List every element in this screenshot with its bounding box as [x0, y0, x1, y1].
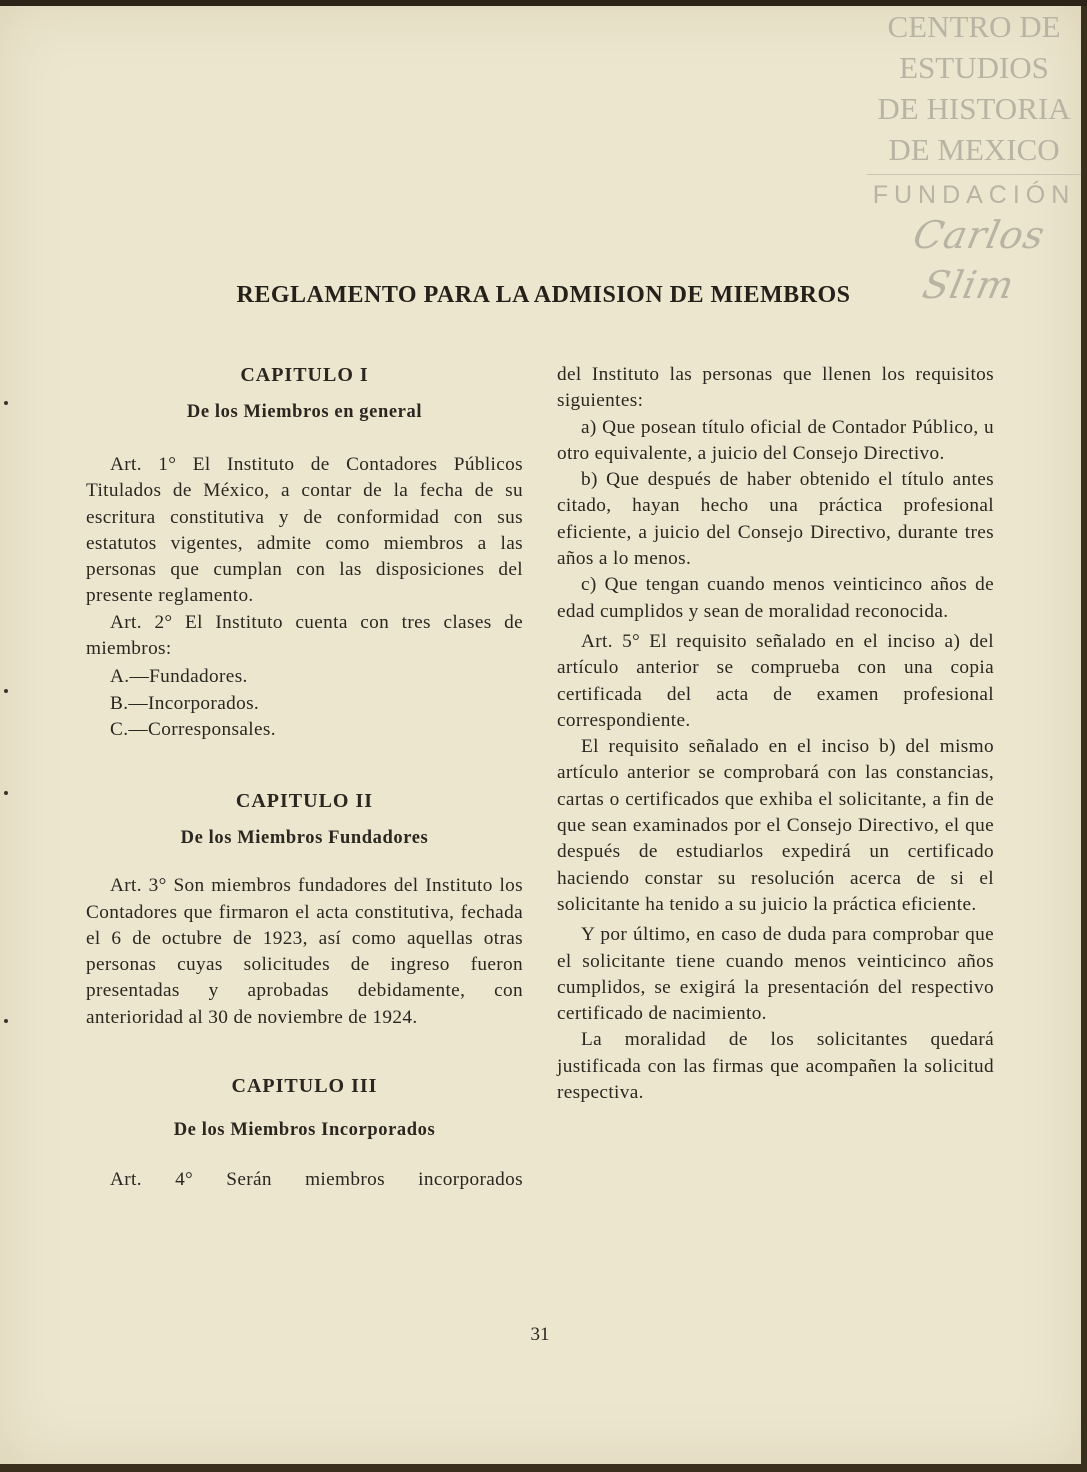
right-column — [557, 362, 994, 1106]
member-class-c: C.—Corresponsales. — [110, 718, 276, 740]
article-4-start: Art. 4° Serán miembros incorporados — [110, 1169, 523, 1191]
requirement-b: b) Que después de haber obtenido el título antes citado, hayan hecho una práctica profesional eficiente, a juicio del Consejo Directivo, durante tres años a lo menos. — [557, 469, 994, 570]
binding-mark — [4, 1019, 8, 1023]
binding-mark — [4, 689, 8, 693]
watermark-foundation: FUNDACIÓN — [872, 181, 1076, 209]
article-2: Art. 2° El Instituto cuenta con tres clases de miembros: — [86, 611, 523, 660]
left-column — [86, 362, 523, 1193]
paragraph-morality: La moralidad de los solicitantes quedará justificada con las firmas que acompañen la solicitud respectiva. — [557, 1029, 994, 1104]
watermark-divider — [867, 174, 1081, 175]
watermark-line-2: ESTUDIOS — [899, 50, 1049, 85]
page-number: 31 — [530, 1324, 550, 1345]
watermark-line-3: DE HISTORIA — [877, 91, 1071, 126]
paragraph-requirement-b: El requisito señalado en el inciso b) del mismo artículo anterior se comprobará con las constancias, cartas o certificados que exhiba el solicitante, a fin de que sean examinados por el Consejo Directivo, el que después de estudiarlos expedirá un certificado haciendo constar su resolución acerca de si el solicitante ha tenido a su juicio la práctica eficiente. — [557, 736, 994, 915]
chapter-3-heading: CAPITULO III — [231, 1075, 378, 1098]
requirement-a: a) Que posean título oficial de Contador Público, u otro equivalente, a juicio del Consejo Directivo. — [557, 416, 994, 464]
chapter-3-subtitle: De los Miembros Incorporados — [173, 1120, 436, 1141]
document-page — [0, 6, 1081, 1464]
binding-mark — [4, 791, 8, 795]
page-title: REGLAMENTO PARA LA ADMISION DE MIEMBROS — [236, 282, 851, 308]
article-1: Art. 1° El Instituto de Contadores Públicos Titulados de México, a contar de la fecha de su escritura constitutiva y de conformidad con sus estatutos vigentes, admite como miembros a las personas que cumplan con las disposiciones del presente reglamento. — [86, 454, 523, 607]
chapter-1-subtitle: De los Miembros en general — [186, 402, 423, 422]
chapter-2-heading: CAPITULO II — [235, 790, 374, 813]
paragraph-age-requirement: Y por último, en caso de duda para comprobar que el solicitante tiene cuando menos veinticinco años cumplidos, se exigirá la presentación del respectivo certificado de nacimiento. — [557, 924, 994, 1025]
member-class-a: A.—Fundadores. — [110, 666, 248, 688]
chapter-2-subtitle: De los Miembros Fundadores — [180, 828, 429, 849]
member-class-b: B.—Incorporados. — [110, 692, 260, 714]
watermark-line-4: DE MEXICO — [888, 132, 1060, 167]
requirement-c: c) Que tengan cuando menos veinticinco años de edad cumplidos y sean de moralidad reconocida. — [557, 574, 994, 622]
archive-watermark — [867, 6, 1081, 307]
article-5: Art. 5° El requisito señalado en el inciso a) del artículo anterior se comprueba con una copia certificada del acta de examen profesional correspondiente. — [557, 630, 994, 731]
binding-mark — [4, 401, 8, 405]
article-3: Art. 3° Son miembros fundadores del Instituto los Contadores que firmaron el acta constitutiva, fechada el 6 de octubre de 1923, así como aquellas otras personas cuyas solicitudes de ingreso fueron presentadas y aprobadas debidamente, con anterioridad al 30 de noviembre de 1924. — [86, 875, 523, 1028]
watermark-signature: Carlos Slim — [909, 213, 1050, 307]
chapter-1-heading: CAPITULO I — [240, 364, 369, 386]
watermark-line-1: CENTRO DE — [887, 9, 1061, 44]
article-4-continuation: del Instituto las personas que llenen los requisitos siguientes: — [557, 364, 994, 412]
